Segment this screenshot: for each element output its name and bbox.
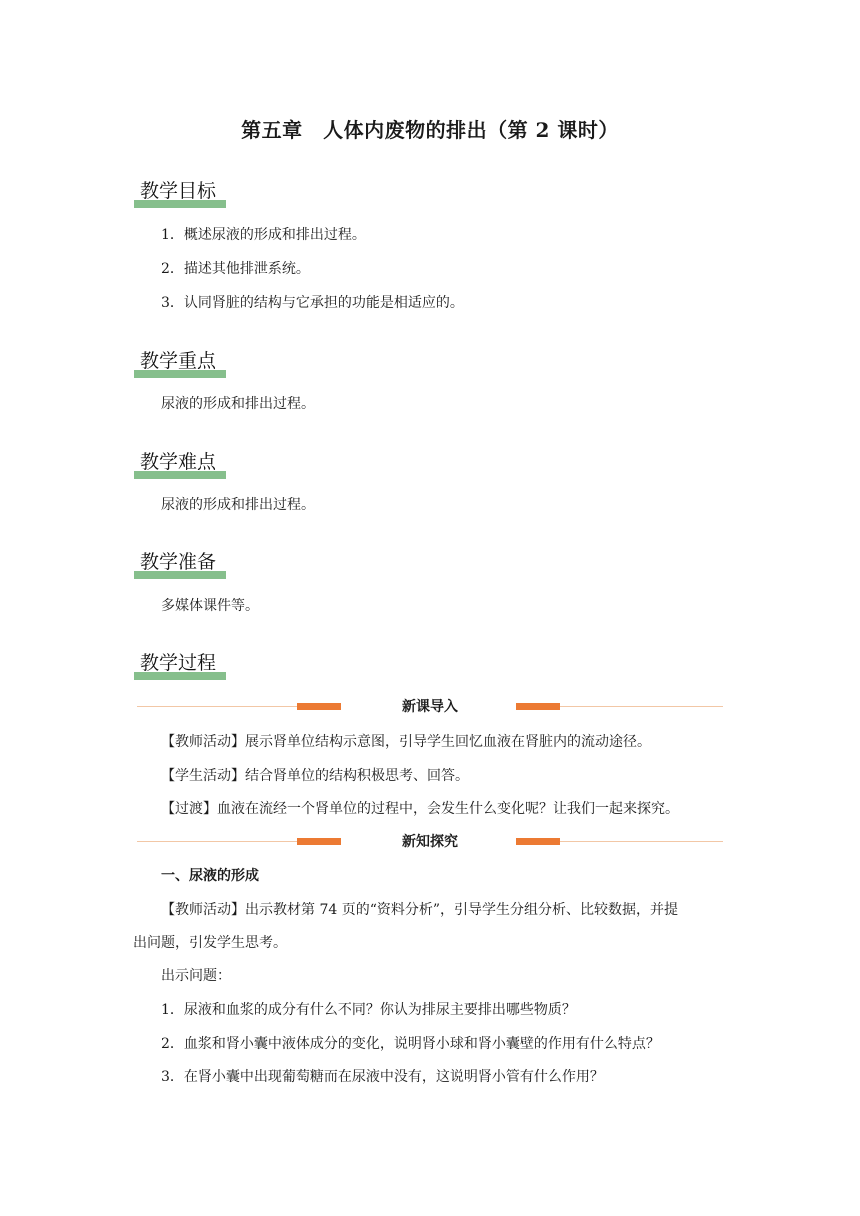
intro-line-3: 【过渡】血液在流经一个肾单位的过程中，会发生什么变化呢？让我们一起来探究。	[161, 801, 679, 817]
objective-item-2: 2．描述其他排泄系统。	[161, 261, 310, 277]
explore-paragraph-line-2: 出问题，引发学生思考。	[133, 935, 287, 951]
divider-intro	[137, 697, 723, 717]
question-item-1: 1．尿液和血浆的成分有什么不同？你认为排尿主要排出哪些物质？	[161, 1002, 576, 1018]
section-heading-label: 教学过程	[140, 652, 217, 674]
section-heading-label: 教学难点	[140, 451, 217, 473]
divider-label: 新课导入	[402, 699, 458, 715]
question-item-3: 3．在肾小囊中出现葡萄糖而在尿液中没有，这说明肾小管有什么作用？	[161, 1069, 604, 1085]
subheading-urine-formation: 一、尿液的形成	[161, 868, 259, 884]
section-heading-label: 教学重点	[140, 350, 217, 372]
objective-item-1: 1．概述尿液的形成和排出过程。	[161, 227, 366, 243]
question-item-2: 2．血浆和肾小囊中液体成分的变化，说明肾小球和肾小囊壁的作用有什么特点？	[161, 1036, 660, 1052]
page-title: 第五章 人体内废物的排出（第 2 课时）	[241, 118, 619, 142]
difficulties-text: 尿液的形成和排出过程。	[161, 497, 315, 513]
preparation-text: 多媒体课件等。	[161, 598, 259, 614]
section-heading-label: 教学目标	[140, 180, 217, 202]
intro-line-2: 【学生活动】结合肾单位的结构积极思考、回答。	[161, 768, 469, 784]
divider-explore	[137, 832, 723, 852]
questions-intro: 出示问题：	[161, 968, 231, 984]
section-heading-label: 教学准备	[140, 551, 217, 573]
intro-line-1: 【教师活动】展示肾单位结构示意图，引导学生回忆血液在肾脏内的流动途径。	[161, 734, 651, 750]
objective-item-3: 3．认同肾脏的结构与它承担的功能是相适应的。	[161, 295, 464, 311]
divider-label: 新知探究	[402, 834, 458, 850]
explore-paragraph-line-1: 【教师活动】出示教材第 74 页的“资料分析”，引导学生分组分析、比较数据，并提	[161, 902, 679, 918]
key-points-text: 尿液的形成和排出过程。	[161, 396, 315, 412]
